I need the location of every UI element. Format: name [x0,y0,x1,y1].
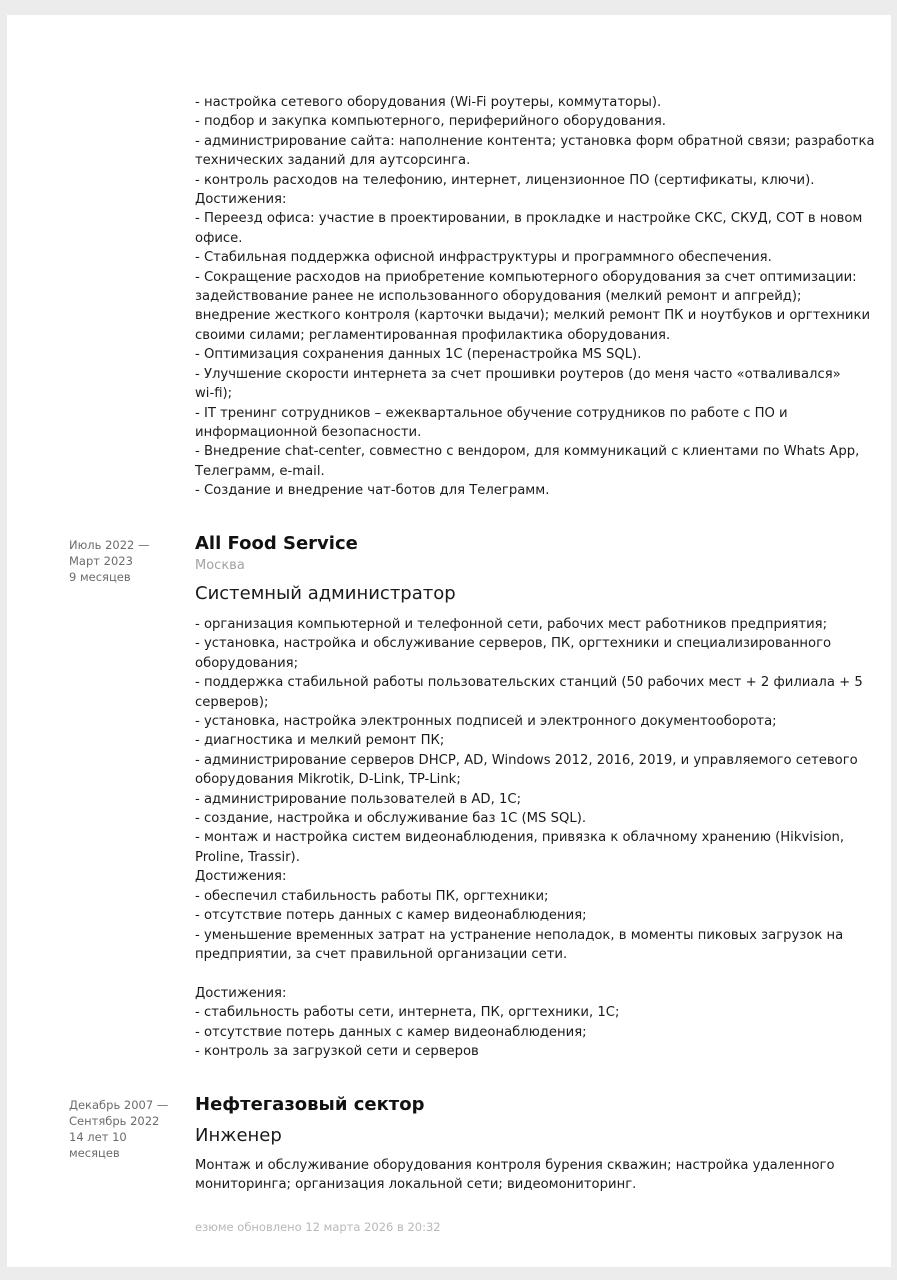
job1-description [195,93,875,501]
job2-line: - установка, настройка электронных подписей и электронного документооборота; [195,714,777,730]
job2-city: Москва [195,558,245,573]
job1-line: технических заданий для аутсорсинга. [195,153,471,169]
job2-description [195,615,863,1061]
job2-line: - отсутствие потерь данных с камер видеонаблюдения; [195,1024,587,1040]
job3-duration: месяцев [69,1146,120,1160]
job1-line: - Внедрение chat-center, совместно с вендором, для коммуникаций с клиентами по Whats App, [195,444,860,460]
job2-line: - создание, настройка и обслуживание баз 1С (MS SQL). [195,811,587,827]
job3-dates [69,1097,179,1161]
job2-company: All Food Service [195,533,358,554]
job3-company: Нефтегазовый сектор [195,1094,425,1115]
job2-dates [69,537,179,585]
job2-line: - контроль за загрузкой сети и серверов [195,1043,479,1059]
job3-position: Инженер [195,1125,282,1146]
job1-line: - Оптимизация сохранения данных 1С (перенастройка MS SQL). [195,347,642,363]
job1-line: - администрирование сайта: наполнение контента; установка форм обратной связи; разработка [195,133,875,149]
job2-line: - уменьшение временных затрат на устранение неполадок, в моменты пиковых загрузок на [195,927,844,943]
job2-duration: 9 месяцев [69,570,131,584]
job2-line: - организация компьютерной и телефонной сети, рабочих мест работников предприятия; [195,617,828,632]
job2-line: оборудования Mikrotik, D-Link, TP-Link; [195,772,461,788]
job1-line: - Стабильная поддержка офисной инфраструктуры и программного обеспечения. [195,250,772,266]
job1-line: - Улучшение скорости интернета за счет прошивки роутеров (до меня часто «отваливался» [195,366,841,382]
job2-line: предприятии, за счет правильной организации сети. [195,946,568,962]
job2-line: - стабильность работы сети, интернета, ПК, оргтехники, 1С; [195,1005,620,1021]
job2-line: Proline, Trassir). [195,849,300,865]
job3-description [195,1156,845,1195]
job1-line: - IT тренинг сотрудников – ежеквартальное обучение сотрудников по работе с ПО и [195,405,788,421]
job1-line: - настройка сетевого оборудования (Wi-Fi роутеры, коммутаторы). [195,95,662,110]
job1-line: - контроль расходов на телефонию, интернет, лицензионное ПО (сертификаты, ключи). [195,172,815,188]
job3-duration: 14 лет 10 [69,1130,127,1144]
job2-line: - диагностика и мелкий ремонт ПК; [195,733,445,749]
job2-line: - администрирование серверов DHCP, AD, Windows 2012, 2016, 2019, и управляемого сетевого [195,752,858,768]
job2-line: - установка, настройка и обслуживание серверов, ПК, оргтехники и специализированного [195,636,832,652]
job2-line: оборудования; [195,655,299,671]
job2-line: - монтаж и настройка систем видеонаблюдения, привязка к облачному хранению (Hikvision, [195,830,845,846]
job2-date-end: Март 2023 [69,554,133,568]
resume-updated-footer: езюме обновлено 12 марта 2026 в 20:32 [195,1220,441,1234]
job1-line: Телеграмм, e-mail. [195,463,325,479]
job2-line: серверов); [195,694,269,710]
job3-line: мониторинга; организация локальной сети; видеомониторинг. [195,1177,637,1193]
resume-page [7,15,891,1267]
job2-blank-line [195,964,845,983]
job1-line: - Переезд офиса: участие в проектировании, в прокладке и настройке СКС, СКУД, СОТ в новом [195,211,863,227]
job3-line: Монтаж и обслуживание оборудования контроля бурения скважин; настройка удаленного [195,1158,835,1173]
job1-line: информационной безопасности. [195,424,422,440]
job2-position: Системный администратор [195,583,456,604]
job1-line: своими силами; регламентированная профилактика оборудования. [195,327,671,343]
job2-date-start: Июль 2022 — [69,538,150,552]
job1-line: Достижения: [195,192,287,208]
job1-line: внедрение жесткого контроля (карточки выдачи); мелкий ремонт ПК и ноутбуков и оргтехники [195,308,871,324]
job3-date-end: Сентябрь 2022 [69,1114,160,1128]
job1-line: офисе. [195,230,243,246]
job1-line: - Создание и внедрение чат-ботов для Телеграмм. [195,483,550,499]
job2-line: - поддержка стабильной работы пользовательских станций (50 рабочих мест + 2 филиала + 5 [195,675,863,691]
job1-line: wi-fi); [195,386,233,402]
job3-date-start: Декабрь 2007 — [69,1098,169,1112]
job2-line: - отсутствие потерь данных с камер видеонаблюдения; [195,908,587,924]
job1-line: - Сокращение расходов на приобретение компьютерного оборудования за счет оптимизации: [195,269,857,285]
job2-line: - администрирование пользователей в AD, 1С; [195,791,522,807]
job1-line: задействование ранее не использованного оборудования (мелкий ремонт и апгрейд); [195,289,802,305]
job2-line: Достижения: [195,869,287,885]
job1-line: - подбор и закупка компьютерного, периферийного оборудования. [195,114,666,130]
job2-line: - обеспечил стабильность работы ПК, оргтехники; [195,888,549,904]
job2-line: Достижения: [195,985,287,1001]
